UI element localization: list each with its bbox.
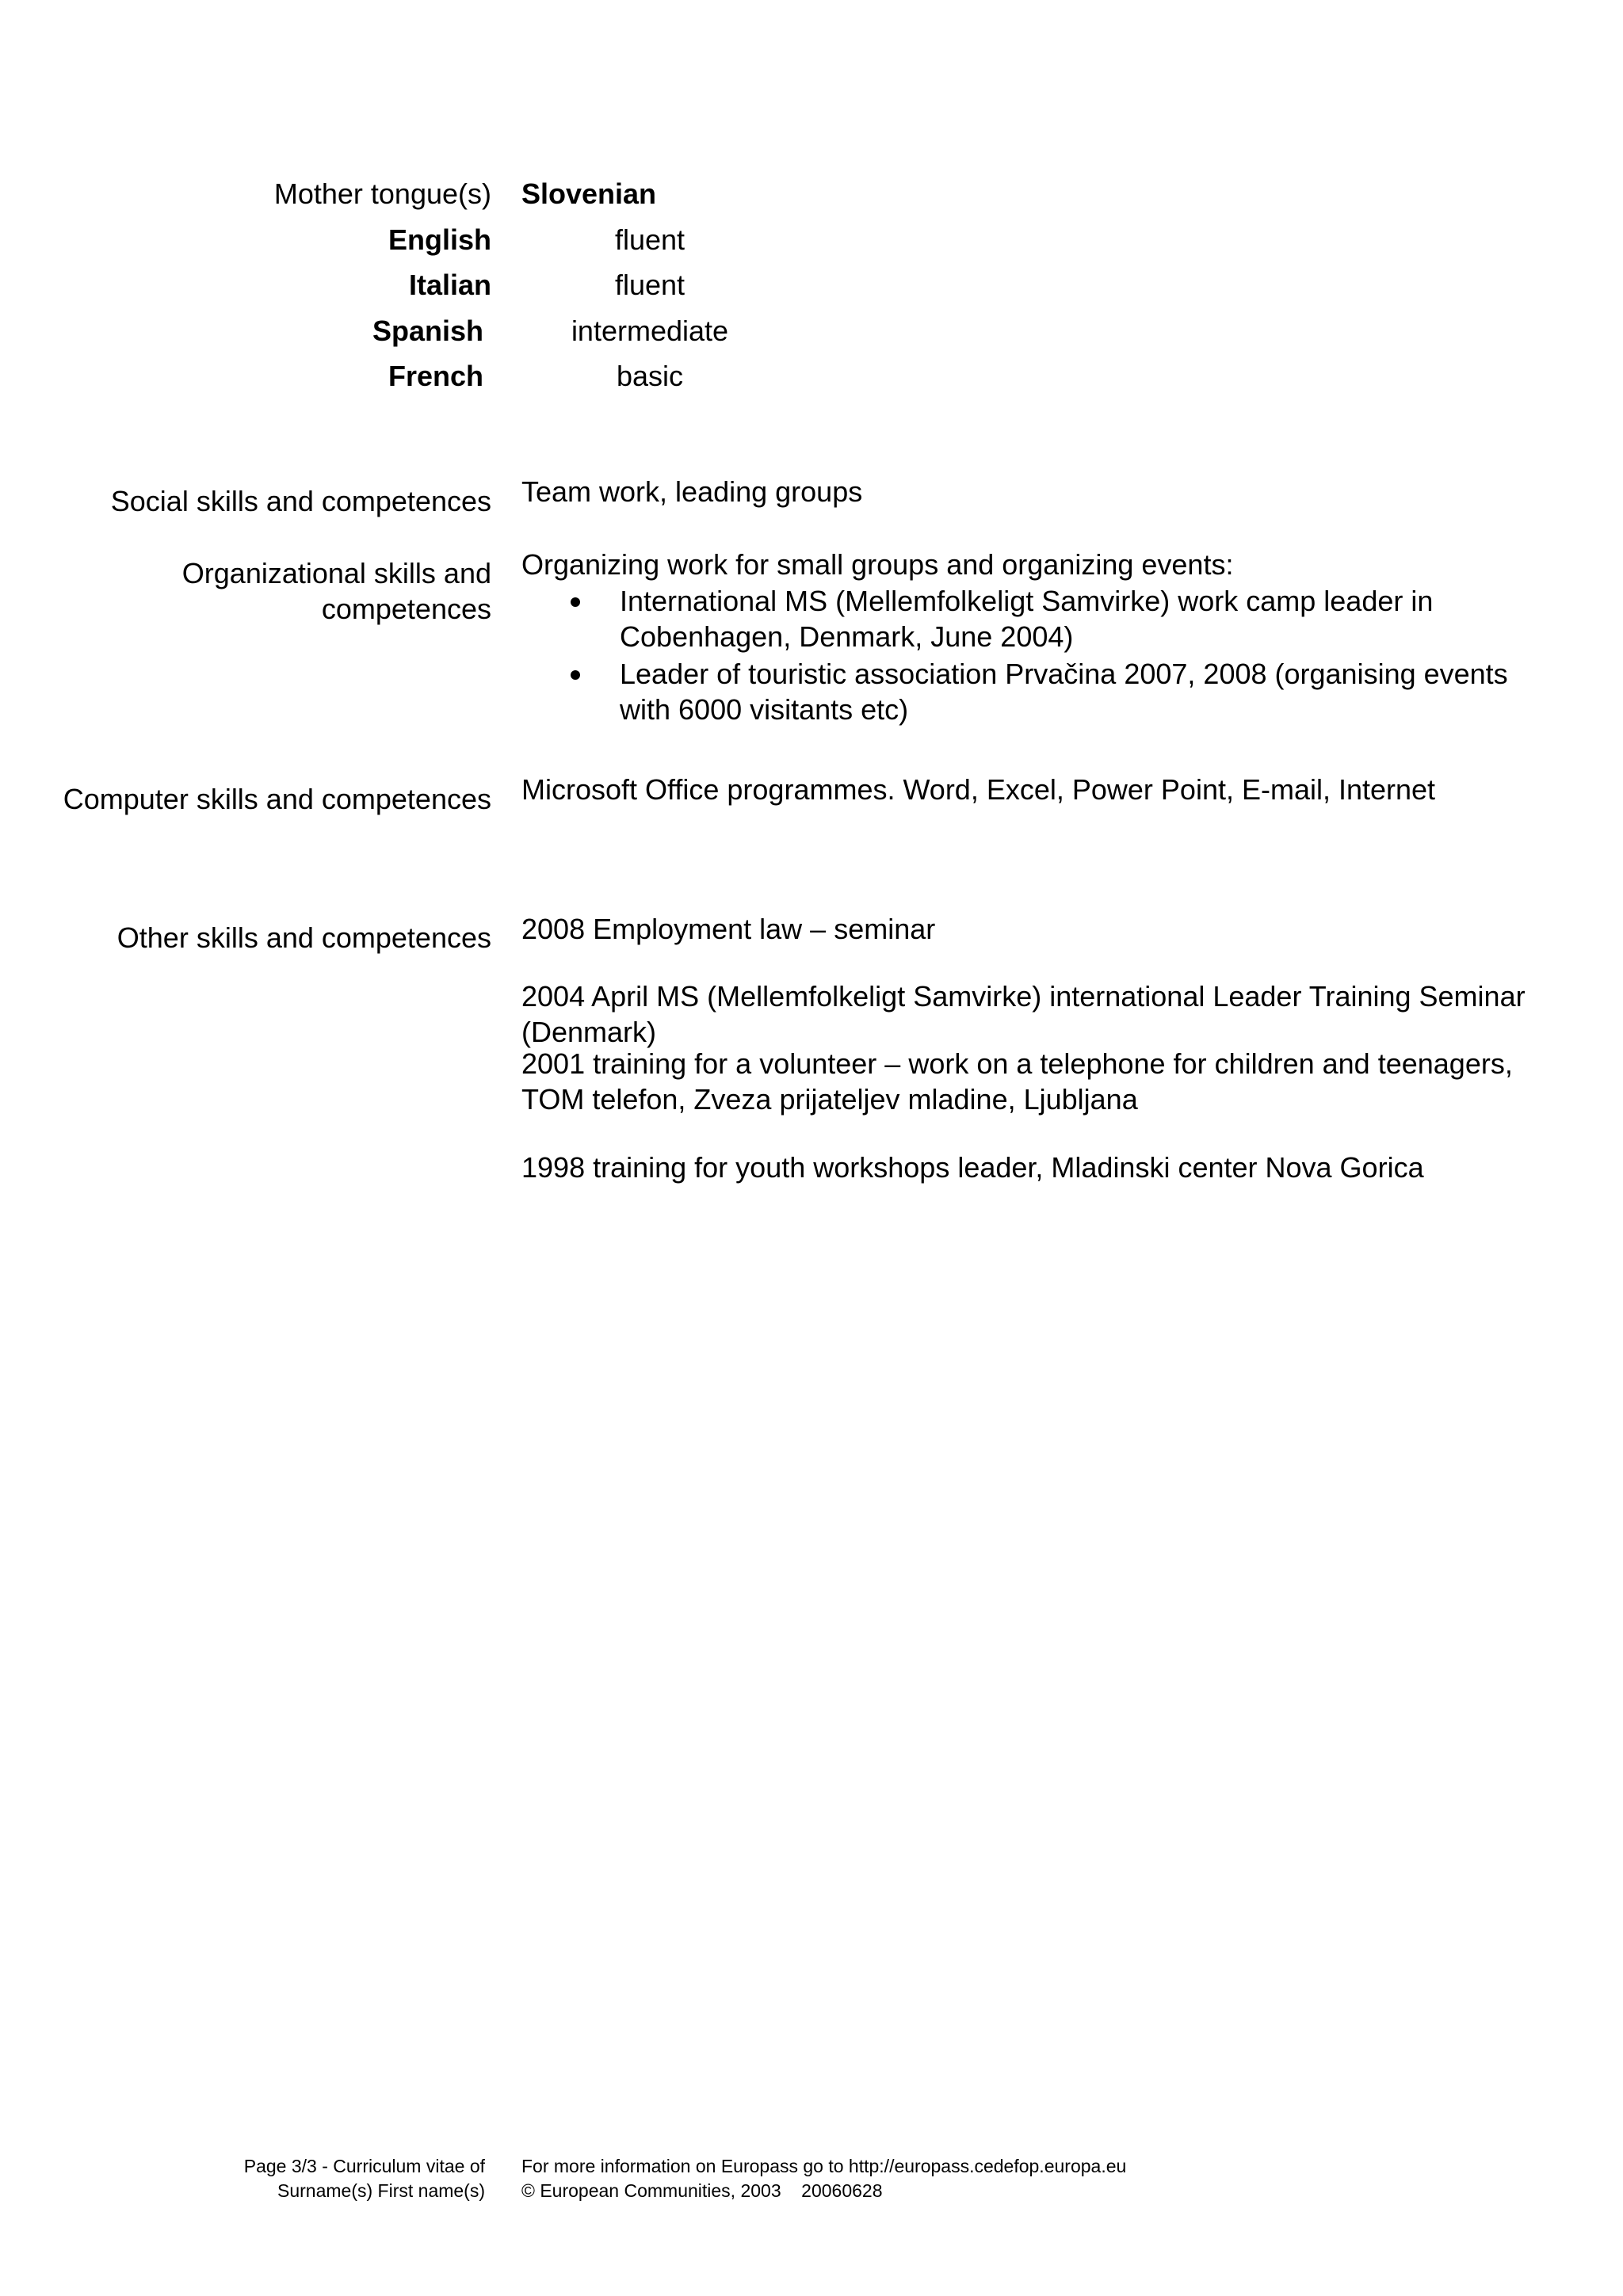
organizational-bullet bbox=[521, 583, 1552, 654]
organizational-bullet bbox=[521, 656, 1552, 727]
organizational-bullet-text: International MS (Mellemfolkeligt Samvirke) work camp leader in Cobenhagen, Denmark, June 2004) bbox=[620, 585, 1434, 653]
other-skills-item: 2008 Employment law – seminar bbox=[521, 913, 936, 945]
organizational-skills-label-line2: competences bbox=[321, 593, 491, 625]
computer-skills-label: Computer skills and competences bbox=[63, 783, 491, 815]
mother-tongue-label: Mother tongue(s) bbox=[273, 177, 491, 210]
other-skills-label: Other skills and competences bbox=[116, 921, 491, 954]
social-skills-label: Social skills and competences bbox=[110, 485, 491, 517]
social-skills-value: Team work, leading groups bbox=[521, 475, 863, 508]
mother-tongue-value: Slovenian bbox=[521, 177, 657, 210]
language-level-french: basic bbox=[616, 360, 684, 392]
footer-copyright: © European Communities, 2003 20060628 bbox=[521, 2180, 883, 2201]
footer-page-info-line1: Page 3/3 - Curriculum vitae of bbox=[243, 2156, 485, 2176]
language-name-italian: Italian bbox=[408, 269, 491, 301]
other-skills-item: 2004 April MS (Mellemfolkeligt Samvirke) international Leader Training Seminar (Denmark) bbox=[521, 980, 1526, 1048]
bullet-icon bbox=[571, 670, 580, 680]
organizational-skills-intro: Organizing work for small groups and organizing events: bbox=[521, 548, 1234, 581]
other-skills-item: 1998 training for youth workshops leader, Mladinski center Nova Gorica bbox=[521, 1151, 1424, 1184]
bullet-icon bbox=[571, 597, 580, 607]
language-name-spanish: Spanish bbox=[372, 315, 483, 347]
language-level-spanish: intermediate bbox=[571, 315, 729, 347]
organizational-bullet-text: Leader of touristic association Prvačina 2007, 2008 (organising events with 6000 visitants etc) bbox=[620, 658, 1508, 726]
computer-skills-value: Microsoft Office programmes. Word, Excel, Power Point, E-mail, Internet bbox=[521, 773, 1436, 806]
footer-europass-info: For more information on Europass go to http://europass.cedefop.europa.eu bbox=[521, 2156, 1127, 2176]
other-skills-item: 2001 training for a volunteer – work on a telephone for children and teenagers, TOM telefon, Zveza prijateljev mladine, Ljubljana bbox=[521, 1047, 1513, 1116]
language-level-english: fluent bbox=[614, 223, 685, 256]
language-name-french: French bbox=[388, 360, 483, 392]
organizational-skills-label-line1: Organizational skills and bbox=[181, 557, 491, 589]
footer-page-info-line2: Surname(s) First name(s) bbox=[277, 2180, 485, 2201]
language-level-italian: fluent bbox=[614, 269, 685, 301]
language-name-english: English bbox=[388, 223, 491, 256]
